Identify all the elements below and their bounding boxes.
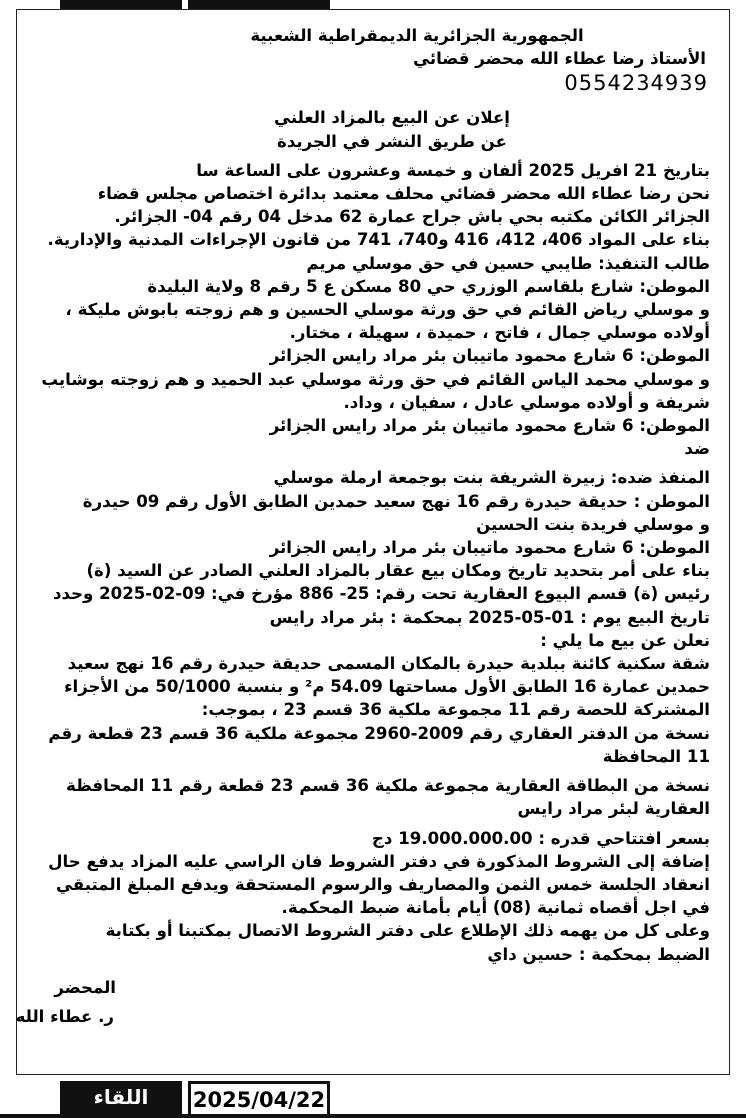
body-line: حمدين عمارة 16 الطابق الأول مساحتها 54.09 م² و بنسبة 50/1000 من الأجزاء — [64, 677, 710, 697]
body-line: نحن رضا عطاء الله محضر قضائي محلف معتمد بدائرة اختصاص مجلس قضاء — [97, 184, 710, 204]
body-line: في اجل أقصاه ثمانية (08) أيام بأمانة ضبط المحكمة. — [281, 898, 710, 918]
body-line: أولاده موسلي جمال ، فاتح ، حميدة ، سهيلة ، مختار. — [289, 323, 710, 343]
body-line: الضبط بمحكمة : حسين داي — [487, 944, 710, 964]
body-line: بناء على أمر بتحديد تاريخ ومكان بيع عقار بالمزاد العلني الصادر عن السيد (ة) — [86, 561, 710, 581]
body-line: العقارية لبئر مراد رايس — [517, 799, 710, 819]
body-line: رئيس (ة) قسم البيوع العقارية تحت رقم: 25- 886 مؤرخ في: 09-02-2025 وحدد — [52, 584, 710, 604]
body-line: الموطن: 6 شارع محمود ماتيبان بئر مراد رايس الجزائر — [269, 346, 710, 366]
body-line: انعقاد الجلسة خمس الثمن والمصاريف والرسوم المستحقة ويدفع المبلغ المتبقي — [55, 874, 710, 894]
newspaper-footer — [60, 1081, 330, 1118]
announcement-text — [15, 24, 710, 1028]
body-line: الجزائر الكائن مكتبه بحي باش جراح عمارة 62 مدخل 04 رقم 04- الجزائر. — [114, 207, 710, 227]
body-line: نسخة من البطاقة العقارية مجموعة ملكية 36 قسم 23 قطعة رقم 11 المحافظة — [66, 776, 710, 796]
body-line: إضافة إلى الشروط المذكورة في دفتر الشروط فان الراسي عليه المزاد يدفع حال — [48, 851, 710, 871]
body-line: شريفة و أولاده موسلي عادل ، سفيان ، وداد. — [343, 392, 710, 412]
signature-role: المحضر — [54, 977, 116, 997]
body-line: ضد — [684, 439, 710, 459]
top-black-bar-right — [188, 0, 330, 9]
body-line: الموطن: شارع بلقاسم الوزري حي 80 مسكن ع 5 رقم 8 ولاية البليدة — [147, 276, 710, 296]
body-line: المنفذ ضده: زبيرة الشريفة بنت بوجمعة ارملة موسلي — [273, 468, 710, 488]
body-line: و موسلي رياض القائم في حق ورثة موسلي الحسين و هم زوجته بابوش مليكة ، — [65, 300, 710, 320]
announcement-title: إعلان عن البيع بالمزاد العلني — [274, 108, 510, 128]
body-line: و موسلي محمد الياس القائم في حق ورثة موسلي عبد الحميد و هم زوجته بوشايب — [41, 369, 710, 389]
issue-date: 2025/04/22 — [188, 1081, 330, 1115]
body-line: الموطن: 6 شارع محمود ماتيبان بئر مراد رايس الجزائر — [269, 416, 710, 436]
opening-price: بسعر افتتاحي قدره : 19.000.000.00 دج — [371, 828, 710, 848]
signature-name: ر. عطاء الله — [15, 1006, 114, 1026]
body-line: الموطن: 6 شارع محمود ماتيبان بئر مراد رايس الجزائر — [269, 538, 710, 558]
body-line: شقة سكنية كائنة ببلدية حيدرة بالمكان المسمى حديقة حيدرة رقم 16 نهج سعيد — [67, 654, 710, 674]
top-black-bar-left — [60, 0, 182, 9]
body-line: وعلى كل من يهمه ذلك الإطلاع على دفتر الشروط الاتصال بمكتبنا أو بكتابة — [105, 921, 710, 941]
body-line: الموطن : حديقة حيدرة رقم 16 نهج سعيد حمدين الطابق الأول رقم 09 حيدرة — [82, 491, 710, 511]
body-line: نسخة من الدفتر العقاري رقم 2009-2960 مجموعة ملكية 36 قسم 23 قطعة رقم — [48, 723, 710, 743]
body-line: المشتركة للحصة رقم 11 مجموعة ملكية 36 قسم 23 ، بموجب: — [201, 700, 710, 720]
republic-heading: الجمهورية الجزائرية الديمقراطية الشعبية — [250, 26, 584, 45]
newspaper-name: اللقاء — [60, 1081, 182, 1115]
body-line: و موسلي فريدة بنت الحسين — [476, 514, 710, 534]
bottom-rule — [0, 1114, 746, 1118]
announcement-subtitle: عن طريق النشر في الجريدة — [277, 131, 507, 151]
body-line: 11 المحافظة — [602, 746, 710, 766]
body-line: تاريخ البيع يوم : 01-05-2025 بمحكمة : بئر مراد رايس — [269, 607, 710, 627]
body-line: طالب التنفيذ: طايبي حسين في حق موسلي مريم — [306, 253, 710, 273]
phone-number: 0554234939 — [564, 71, 708, 96]
body-line: نعلن عن بيع ما يلي : — [540, 630, 710, 650]
bailiff-name: الأستاذ رضا عطاء الله محضر قضائي — [413, 49, 706, 69]
body-line: بناء على المواد 406، 412، 416 و740، 741 من قانون الإجراءات المدنية والإدارية. — [47, 230, 710, 250]
body-line: بتاريخ 21 افريل 2025 ألفان و خمسة وعشرون على الساعة سا — [196, 160, 710, 180]
